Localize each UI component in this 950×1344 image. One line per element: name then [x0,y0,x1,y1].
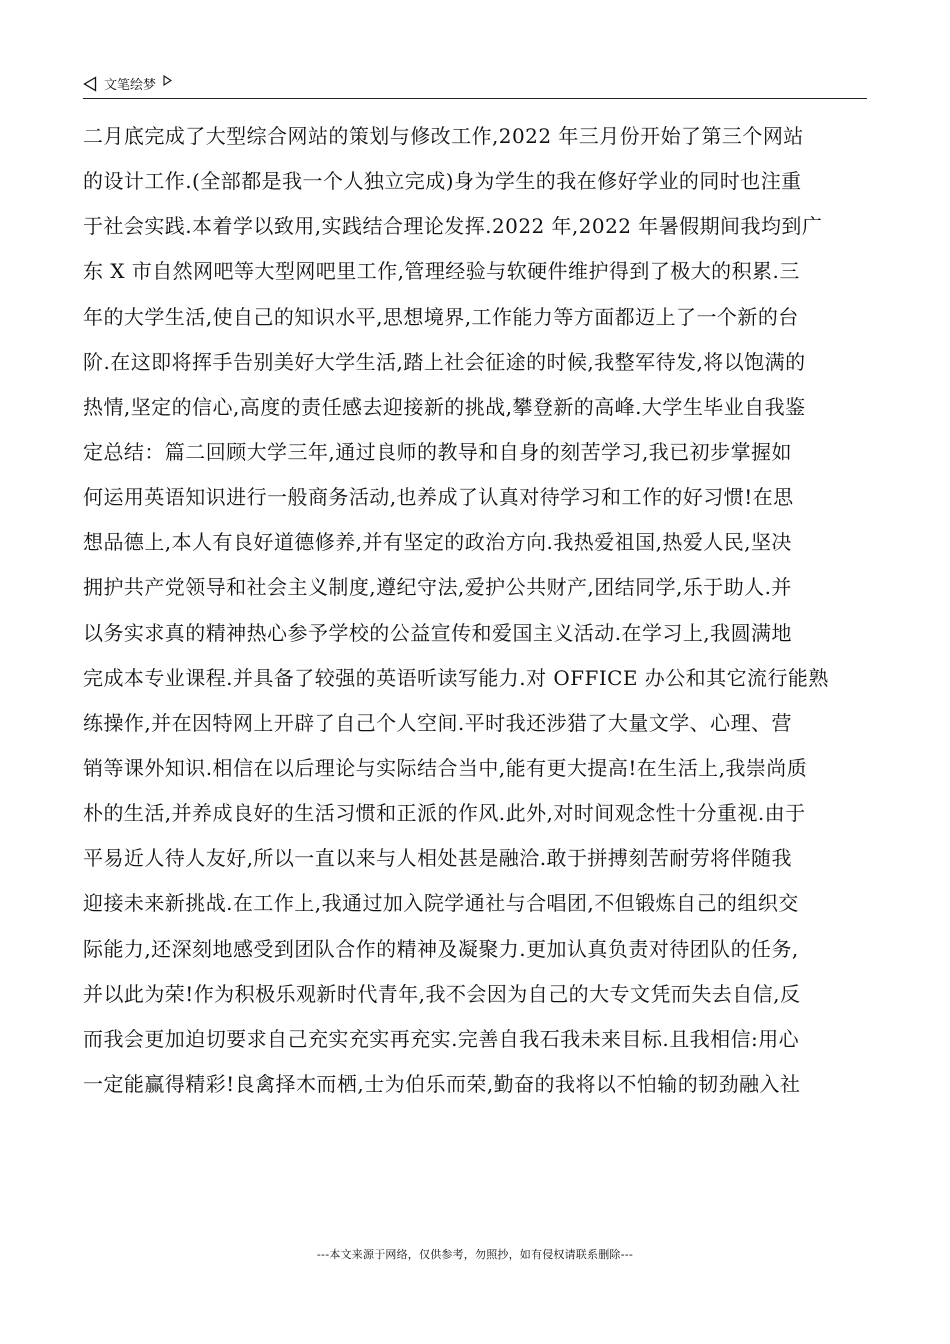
body-line: 迎接未来新挑战.在工作上,我通过加入院学通社与合唱团,不但锻炼自己的组织交 [83,891,799,916]
header-brand-text: 文笔绘梦 [104,78,157,93]
body-line: 二月底完成了大型综合网站的策划与修改工作,2022 年三月份开始了第三个网站 [83,124,804,148]
body-line: 东 X 市自然网吧等大型网吧里工作,管理经验与软硬件维护得到了极大的积累.三 [83,259,800,284]
page-header [83,72,867,99]
body-line: 练操作,并在因特网上开辟了自己个人空间.平时我还涉猎了大量文学、心理、营 [83,710,792,735]
body-line: 的设计工作.(全部都是我一个人独立完成)身为学生的我在修好学业的同时也注重 [83,169,802,194]
triangle-left-icon [83,76,97,92]
body-line: 阶.在这即将挥手告别美好大学生活,踏上社会征途的时候,我整军待发,将以饱满的 [83,349,806,374]
body-text [83,114,869,1107]
body-line: 于社会实践.本着学以致用,实践结合理论发挥.2022 年,2022 年暑假期间我均到广 [83,214,823,239]
body-line: 销等课外知识.相信在以后理论与实际结合当中,能有更大提高!在生活上,我崇尚质 [83,755,808,780]
header-brand [83,74,172,93]
triangle-right-icon [163,75,172,86]
body-line: 以务实求真的精神热心参予学校的公益宣传和爱国主义活动.在学习上,我圆满地 [83,620,792,645]
body-line: 拥护共产党领导和社会主义制度,遵纪守法,爱护公共财产,团结同学,乐于助人.并 [83,575,792,600]
body-line: 想品德上,本人有良好道德修养,并有坚定的政治方向.我热爱祖国,热爱人民,坚决 [83,530,792,555]
body-line: 际能力,还深刻地感受到团队合作的精神及凝聚力.更加认真负责对待团队的任务, [83,936,799,961]
body-line: 并以此为荣!作为积极乐观新时代青年,我不会因为自己的大专文凭而失去自信,反 [83,981,801,1006]
body-line: 定总结：篇二回顾大学三年,通过良师的教导和自身的刻苦学习,我已初步掌握如 [83,439,792,464]
body-line: 平易近人待人友好,所以一直以来与人相处甚是融洽.敢于拼搏刻苦耐劳将伴随我 [83,846,792,871]
body-line: 朴的生活,并养成良好的生活习惯和正派的作风.此外,对时间观念性十分重视.由于 [83,801,806,826]
body-line: 而我会更加迫切要求自己充实充实再充实.完善自我石我未来目标.且我相信:用心 [83,1026,800,1051]
body-line: 热情,坚定的信心,高度的责任感去迎接新的挑战,攀登新的高峰.大学生毕业自我鉴 [83,394,806,419]
body-line: 一定能赢得精彩!良禽择木而栖,士为伯乐而荣,勤奋的我将以不怕输的韧劲融入社 [83,1071,801,1096]
body-line: 年的大学生活,使自己的知识水平,思想境界,工作能力等方面都迈上了一个新的台 [83,304,799,329]
body-line: 何运用英语知识进行一般商务活动,也养成了认真对待学习和工作的好习惯!在思 [83,485,794,510]
body-line: 完成本专业课程.并具备了较强的英语听读写能力.对 OFFICE 办公和其它流行能熟 [83,665,829,690]
page-footer-notice: ---本文来源于网络，仅供参考，勿照抄，如有侵权请联系删除--- [316,1248,634,1261]
